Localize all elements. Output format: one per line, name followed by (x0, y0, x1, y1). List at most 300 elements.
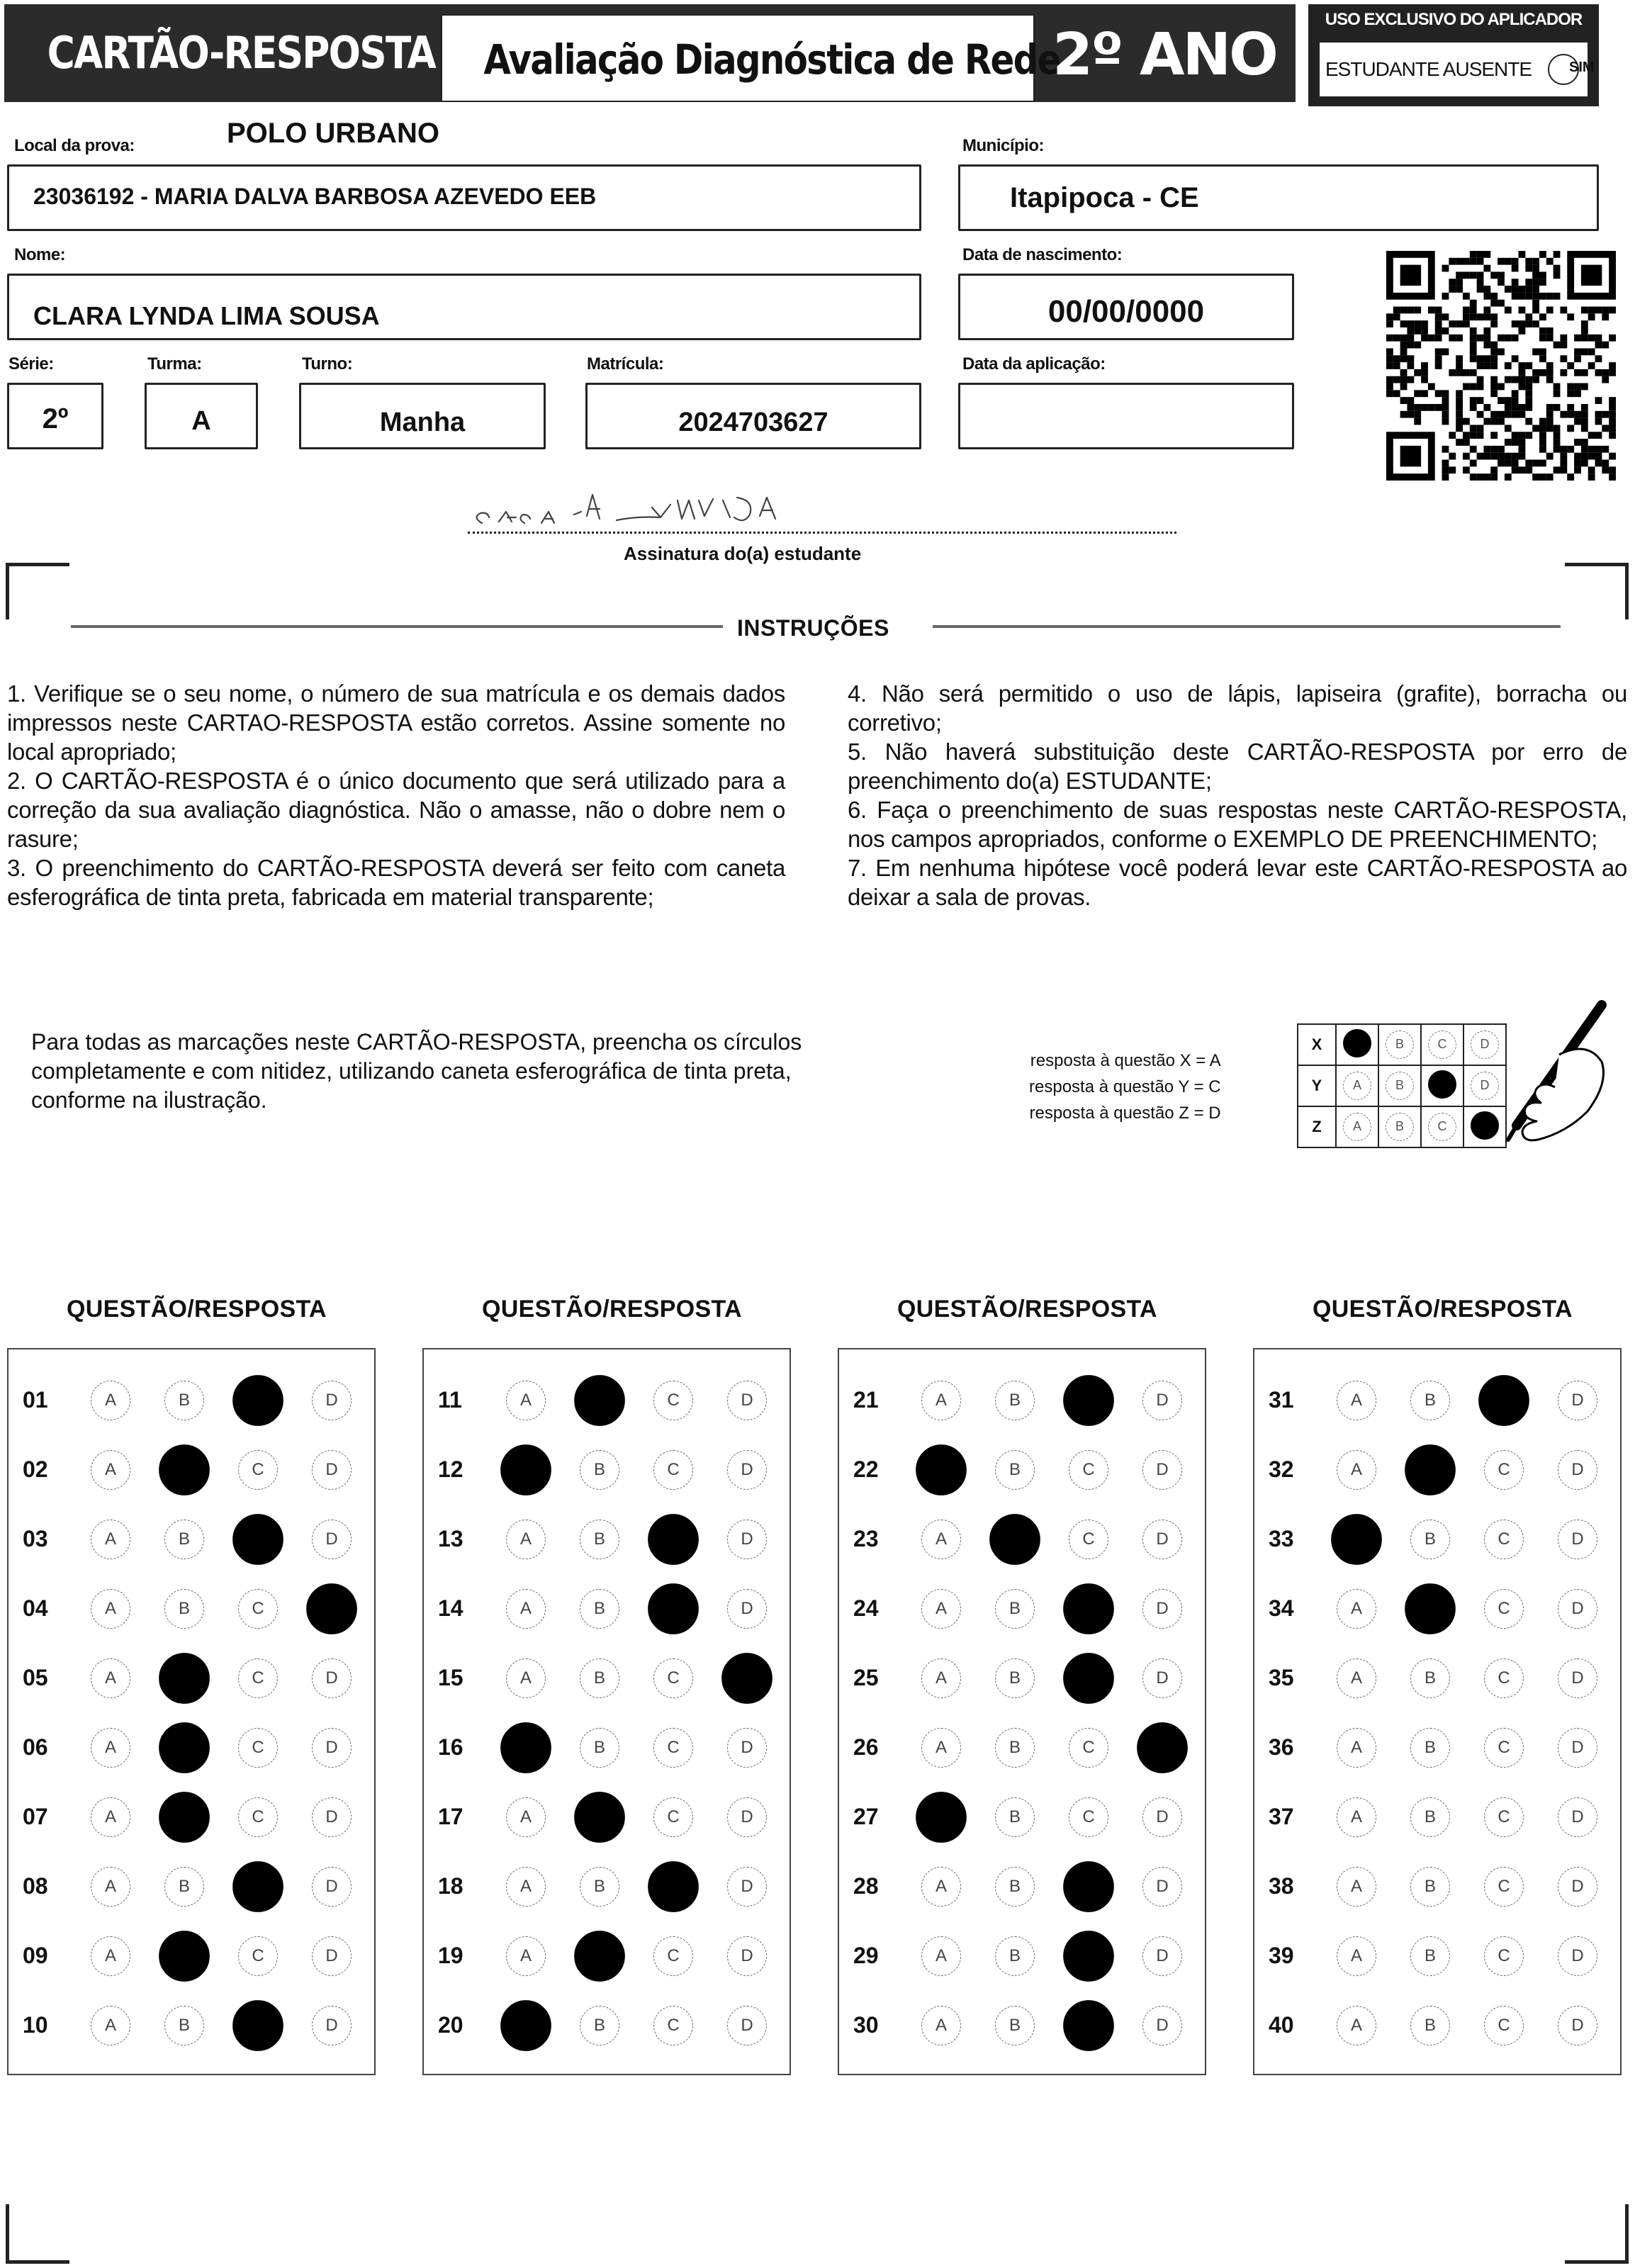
example-bubble-c (1428, 1070, 1456, 1099)
answer-bubble-c[interactable]: C (1484, 1936, 1524, 1976)
example-cell (1421, 1065, 1463, 1106)
answer-bubble-b[interactable]: B (159, 1722, 210, 1773)
answer-bubble-b[interactable]: B (164, 1520, 204, 1559)
answer-row (424, 1782, 790, 1851)
question-number: 16 (438, 1734, 463, 1760)
example-cell (1421, 1024, 1463, 1065)
answer-bubble-b[interactable]: B (159, 1792, 210, 1843)
answer-bubble-b[interactable]: B (1405, 1444, 1456, 1495)
school-value: 23036192 - MARIA DALVA BARBOSA AZEVEDO EEB (33, 184, 597, 209)
school-field (7, 164, 921, 231)
answer-bubble-c[interactable]: C (232, 2000, 283, 2051)
answer-bubble-d[interactable]: D (1558, 1867, 1597, 1907)
answer-bubble-a[interactable]: A (506, 1867, 546, 1907)
answer-bubble-a[interactable]: A (91, 1797, 130, 1837)
answer-bubble-d[interactable]: D (312, 1728, 352, 1768)
answer-row (1254, 1990, 1620, 2060)
answer-bubble-a[interactable]: A (506, 1936, 546, 1976)
answer-row (424, 1851, 790, 1921)
answer-bubble-a[interactable]: A (921, 1658, 961, 1698)
question-number: 37 (1269, 1804, 1294, 1829)
answer-row (9, 1504, 374, 1573)
answer-bubble-c[interactable]: C (1484, 1450, 1524, 1490)
card-title: CARTÃO-RESPOSTA (47, 27, 435, 79)
absent-sim-label: SIM (1569, 60, 1595, 75)
example-bubble-c: C (1428, 1113, 1456, 1141)
answer-bubble-a[interactable]: A (1337, 1589, 1376, 1629)
answer-bubble-c[interactable]: C (1063, 1931, 1114, 1982)
fill-instruction-note: Para todas as marcações neste CARTÃO-RESPOSTA, preencha os círculos completamente e com nitidez, utilizando caneta esferográfica de tinta preta, conforme na ilustração. (31, 1029, 802, 1113)
instruction-5: 5. Não haverá substituição deste CARTÃO-RESPOSTA por erro de preenchimento do(a) ESTUDANTE; (848, 739, 1627, 794)
answer-bubble-c[interactable]: C (1484, 2006, 1524, 2045)
answer-row (839, 1712, 1205, 1782)
answer-bubble-d[interactable]: D (727, 1797, 767, 1837)
answer-bubble-b[interactable]: B (164, 1867, 204, 1907)
question-number: 32 (1269, 1456, 1294, 1482)
qr-finder-top-left (1386, 251, 1435, 300)
answer-bubble-c[interactable]: C (1063, 2000, 1114, 2051)
answer-column-title: QUESTÃO/RESPOSTA (897, 1296, 1157, 1323)
answer-column-title: QUESTÃO/RESPOSTA (67, 1296, 327, 1323)
answer-row (424, 1643, 790, 1712)
answer-bubble-b[interactable]: B (574, 1792, 625, 1843)
answer-bubble-b[interactable]: B (995, 1589, 1035, 1629)
answer-bubble-a[interactable]: A (1337, 1797, 1376, 1837)
answer-bubble-d[interactable]: D (1558, 1520, 1597, 1559)
answer-column-title: QUESTÃO/RESPOSTA (1313, 1296, 1573, 1323)
answer-bubble-a[interactable]: A (500, 2000, 551, 2051)
answer-bubble-a[interactable]: A (921, 1589, 961, 1629)
answer-row (839, 1921, 1205, 1990)
answer-row (1254, 1921, 1620, 1990)
answer-bubble-d[interactable]: D (1142, 1381, 1182, 1420)
answer-bubble-d[interactable]: D (727, 1936, 767, 1976)
answer-bubble-a[interactable]: A (91, 1450, 130, 1490)
answer-bubble-d[interactable]: D (1558, 1797, 1597, 1837)
answer-bubble-d[interactable]: D (312, 1450, 352, 1490)
frame-corner-top-left (6, 563, 69, 619)
answer-row (9, 1990, 374, 2060)
question-number: 09 (23, 1943, 48, 1968)
qr-finder-top-right (1567, 251, 1616, 300)
instruction-7: 7. Em nenhuma hipótese você poderá levar este CARTÃO-RESPOSTA ao deixar a sala de provas. (848, 855, 1627, 910)
answer-row (1254, 1573, 1620, 1643)
answer-bubble-c[interactable]: C (1063, 1861, 1114, 1912)
answer-bubble-c[interactable]: C (653, 1728, 693, 1768)
answer-row (1254, 1435, 1620, 1504)
answer-bubble-c[interactable]: C (1069, 1728, 1108, 1768)
example-bubble-d: D (1471, 1031, 1499, 1059)
answer-bubble-a[interactable]: A (1337, 1658, 1376, 1698)
answer-bubble-b[interactable]: B (1410, 1797, 1450, 1837)
answer-bubble-d[interactable]: D (1142, 1520, 1182, 1559)
answer-bubble-b[interactable]: B (574, 1375, 625, 1426)
answer-bubble-b[interactable]: B (1410, 2006, 1450, 2045)
answer-row (424, 1990, 790, 2060)
question-number: 31 (1269, 1387, 1294, 1413)
question-number: 01 (23, 1387, 48, 1413)
answer-bubble-d[interactable]: D (1558, 1658, 1597, 1698)
answer-column (7, 1348, 376, 2075)
answer-bubble-d[interactable]: D (727, 1867, 767, 1907)
example-bubble-c: C (1428, 1031, 1456, 1059)
answer-bubble-b[interactable]: B (995, 1867, 1035, 1907)
answer-bubble-c[interactable]: C (232, 1375, 283, 1426)
answer-row (9, 1782, 374, 1851)
answer-bubble-c[interactable]: C (1069, 1520, 1108, 1559)
instruction-4: 4. Não será permitido o uso de lápis, lapiseira (grafite), borracha ou corretivo; (848, 680, 1627, 736)
answer-bubble-d[interactable]: D (1142, 1589, 1182, 1629)
answer-bubble-a[interactable]: A (91, 2006, 130, 2045)
question-number: 33 (1269, 1526, 1294, 1551)
frame-corner-bottom-left (6, 2204, 69, 2264)
example-cell (1378, 1065, 1421, 1106)
answer-bubble-c[interactable]: C (1484, 1658, 1524, 1698)
answer-row (1254, 1643, 1620, 1712)
question-number: 24 (853, 1595, 879, 1621)
example-bubble-d: D (1471, 1072, 1499, 1100)
example-bubble-b: B (1386, 1072, 1414, 1100)
answer-bubble-d[interactable]: D (1558, 1589, 1597, 1629)
answer-bubble-a[interactable]: A (506, 1520, 546, 1559)
answer-bubble-c[interactable]: C (648, 1514, 699, 1565)
answer-bubble-a[interactable]: A (1337, 1728, 1376, 1768)
question-number: 06 (23, 1734, 48, 1760)
answer-bubble-c[interactable]: C (653, 2006, 693, 2045)
answer-row (839, 1365, 1205, 1435)
answer-bubble-c[interactable]: C (1484, 1797, 1524, 1837)
question-number: 34 (1269, 1595, 1294, 1621)
answer-bubble-a[interactable]: A (91, 1936, 130, 1976)
answer-row (424, 1504, 790, 1573)
answer-row (424, 1573, 790, 1643)
answer-bubble-d[interactable]: D (312, 1867, 352, 1907)
instructions-left-column (7, 679, 785, 911)
answer-row (839, 1990, 1205, 2060)
instruction-2: 2. O CARTÃO-RESPOSTA é o único documento que será utilizado para a correção da sua avaliação diagnóstica. Não o amasse, não o dobre nem o rasure; (7, 768, 785, 852)
answer-bubble-a[interactable]: A (1337, 1936, 1376, 1976)
evaluation-title: Avaliação Diagnóstica de Rede (483, 35, 1060, 84)
nascimento-field (958, 274, 1294, 340)
question-number: 28 (853, 1873, 879, 1899)
pen-hand-icon (1474, 998, 1616, 1161)
answer-bubble-a[interactable]: A (91, 1520, 130, 1559)
answer-bubble-a[interactable]: A (921, 1520, 961, 1559)
answer-bubble-c[interactable]: C (653, 1450, 693, 1490)
question-number: 15 (438, 1665, 463, 1690)
answer-bubble-d[interactable]: D (727, 1450, 767, 1490)
answer-bubble-d[interactable]: D (1558, 1936, 1597, 1976)
example-line-z: resposta à questão Z = D (1029, 1104, 1221, 1123)
question-number: 07 (23, 1804, 48, 1829)
local-value: POLO URBANO (227, 118, 439, 149)
question-number: 08 (23, 1873, 48, 1899)
answer-bubble-c[interactable]: C (1478, 1375, 1529, 1426)
answer-bubble-a[interactable]: A (91, 1728, 130, 1768)
answer-row (839, 1643, 1205, 1712)
answer-bubble-c[interactable]: C (1484, 1520, 1524, 1559)
answer-bubble-a[interactable]: A (91, 1867, 130, 1907)
example-line-x: resposta à questão X = A (1030, 1051, 1221, 1070)
answer-row (839, 1435, 1205, 1504)
answer-bubble-c[interactable]: C (232, 1514, 283, 1565)
answer-bubble-b[interactable]: B (159, 1444, 210, 1495)
evaluation-title-box (441, 14, 1060, 102)
answer-bubble-d[interactable]: D (1142, 1797, 1182, 1837)
nome-label: Nome: (14, 245, 66, 264)
answer-bubble-a[interactable]: A (921, 1867, 961, 1907)
answer-bubble-b[interactable]: B (580, 1589, 619, 1629)
example-bubble-a (1343, 1029, 1371, 1057)
answer-bubble-c[interactable]: C (653, 1797, 693, 1837)
answer-bubble-a[interactable]: A (921, 1728, 961, 1768)
turno-value: Manha (379, 408, 466, 437)
answer-row (839, 1851, 1205, 1921)
answer-bubble-b[interactable]: B (580, 1450, 619, 1490)
question-number: 25 (853, 1665, 879, 1690)
answer-bubble-b[interactable]: B (580, 1728, 619, 1768)
answer-bubble-d[interactable]: D (1142, 1867, 1182, 1907)
answer-bubble-a[interactable]: A (916, 1792, 967, 1843)
answer-bubble-c[interactable]: C (653, 1381, 693, 1420)
answer-bubble-d[interactable]: D (727, 1728, 767, 1768)
nascimento-value: 00/00/0000 (1047, 294, 1205, 329)
nascimento-label: Data de nascimento: (962, 245, 1123, 264)
applicator-title: USO EXCLUSIVO DO APLICADOR (1325, 10, 1583, 29)
answer-bubble-d[interactable]: D (727, 2006, 767, 2045)
answer-bubble-c[interactable]: C (238, 1936, 278, 1976)
question-number: 12 (438, 1456, 463, 1482)
answer-bubble-b[interactable]: B (995, 1797, 1035, 1837)
instructions-title: INSTRUÇÕES (737, 615, 889, 641)
answer-row (9, 1435, 374, 1504)
municipio-label: Município: (962, 136, 1044, 155)
question-number: 11 (438, 1387, 462, 1413)
answer-column (422, 1348, 791, 2075)
question-number: 17 (438, 1804, 463, 1829)
qr-code (1386, 251, 1616, 481)
answer-bubble-b[interactable]: B (995, 1450, 1035, 1490)
serie-field (7, 383, 103, 449)
question-number: 26 (853, 1734, 879, 1760)
answer-bubble-a[interactable]: A (506, 1658, 546, 1698)
header-banner (4, 4, 1296, 102)
answer-bubble-b[interactable]: B (989, 1514, 1040, 1565)
question-number: 03 (23, 1526, 48, 1551)
serie-value: 2º (42, 403, 69, 434)
answer-bubble-c[interactable]: C (238, 1450, 278, 1490)
answer-bubble-a[interactable]: A (1337, 1867, 1376, 1907)
answer-bubble-d[interactable]: D (727, 1589, 767, 1629)
answer-bubble-d[interactable]: D (1142, 1450, 1182, 1490)
answer-bubble-d[interactable]: D (1142, 1936, 1182, 1976)
answer-bubble-a[interactable]: A (916, 1444, 967, 1495)
answer-bubble-c[interactable]: C (232, 1861, 283, 1912)
grade-label: 2º ANO (1052, 21, 1276, 89)
answer-bubble-c[interactable]: C (238, 1658, 278, 1698)
answer-row (839, 1573, 1205, 1643)
question-number: 29 (853, 1943, 879, 1968)
answer-bubble-d[interactable]: D (1142, 2006, 1182, 2045)
example-bubble-a: A (1343, 1113, 1371, 1141)
answer-bubble-a[interactable]: A (1331, 1514, 1382, 1565)
answer-bubble-b[interactable]: B (159, 1931, 210, 1982)
answer-bubble-c[interactable]: C (653, 1658, 693, 1698)
example-cell (1421, 1106, 1463, 1147)
aplicacao-field[interactable] (958, 383, 1294, 449)
question-number: 04 (23, 1595, 48, 1621)
answer-bubble-b[interactable]: B (159, 1653, 210, 1704)
answer-bubble-d[interactable]: D (312, 2006, 352, 2045)
answer-bubble-d[interactable]: D (721, 1653, 772, 1704)
example-line-y: resposta à questão Y = C (1029, 1077, 1221, 1096)
turno-field (299, 383, 546, 449)
answer-bubble-b[interactable]: B (995, 1936, 1035, 1976)
question-number: 38 (1269, 1873, 1294, 1899)
answer-bubble-d[interactable]: D (306, 1583, 357, 1634)
example-cell (1336, 1065, 1378, 1106)
answer-bubble-c[interactable]: C (1484, 1867, 1524, 1907)
answer-row (9, 1921, 374, 1990)
example-row-label: X (1298, 1024, 1336, 1065)
answer-bubble-d[interactable]: D (1142, 1658, 1182, 1698)
frame-corner-top-right (1565, 563, 1629, 619)
instruction-6: 6. Faça o preenchimento de suas respostas neste CARTÃO-RESPOSTA, nos campos apropriados, conforme o EXEMPLO DE PREENCHIMENTO; (848, 797, 1627, 852)
example-cell (1336, 1024, 1378, 1065)
answer-bubble-d[interactable]: D (312, 1797, 352, 1837)
answer-bubble-b[interactable]: B (995, 1658, 1035, 1698)
answer-bubble-c[interactable]: C (1063, 1375, 1114, 1426)
answer-bubble-c[interactable]: C (238, 1589, 278, 1629)
answer-bubble-b[interactable]: B (1405, 1583, 1456, 1634)
answer-row (1254, 1782, 1620, 1851)
answer-bubble-c[interactable]: C (1484, 1728, 1524, 1768)
answer-bubble-d[interactable]: D (312, 1658, 352, 1698)
answer-row (839, 1782, 1205, 1851)
answer-bubble-b[interactable]: B (574, 1931, 625, 1982)
answer-bubble-a[interactable]: A (1337, 1381, 1376, 1420)
answer-bubble-a[interactable]: A (91, 1658, 130, 1698)
applicator-box (1308, 4, 1599, 106)
answer-row (9, 1573, 374, 1643)
answer-bubble-c[interactable]: C (1069, 1450, 1108, 1490)
answer-bubble-d[interactable]: D (1558, 1450, 1597, 1490)
answer-bubble-a[interactable]: A (1337, 2006, 1376, 2045)
question-number: 30 (853, 2012, 879, 2038)
answer-bubble-d[interactable]: D (312, 1381, 352, 1420)
answer-row (424, 1435, 790, 1504)
answer-bubble-a[interactable]: A (1337, 1450, 1376, 1490)
answer-bubble-b[interactable]: B (995, 1728, 1035, 1768)
answer-bubble-d[interactable]: D (1137, 1722, 1188, 1773)
answer-bubble-a[interactable]: A (500, 1722, 551, 1773)
answer-bubble-c[interactable]: C (653, 1936, 693, 1976)
answer-column (838, 1348, 1206, 2075)
answer-bubble-d[interactable]: D (727, 1520, 767, 1559)
answer-bubble-a[interactable]: A (91, 1589, 130, 1629)
answer-bubble-b[interactable]: B (164, 2006, 204, 2045)
question-number: 19 (438, 1943, 463, 1968)
question-number: 20 (438, 2012, 463, 2038)
answer-bubble-c[interactable]: C (238, 1728, 278, 1768)
answer-bubble-c[interactable]: C (238, 1797, 278, 1837)
instructions-rule-right (933, 625, 1561, 628)
example-row-label: Z (1298, 1106, 1336, 1147)
answer-bubble-b[interactable]: B (164, 1589, 204, 1629)
answer-bubble-b[interactable]: B (580, 1867, 619, 1907)
absent-label: ESTUDANTE AUSENTE (1325, 58, 1532, 80)
matricula-field (585, 383, 921, 449)
answer-bubble-b[interactable]: B (1410, 1381, 1450, 1420)
answer-bubble-c[interactable]: C (1063, 1583, 1114, 1634)
answer-bubble-a[interactable]: A (506, 1381, 546, 1420)
answer-row (839, 1504, 1205, 1573)
answer-bubble-b[interactable]: B (1410, 1520, 1450, 1559)
answer-bubble-b[interactable]: B (995, 1381, 1035, 1420)
answer-bubble-a[interactable]: A (506, 1589, 546, 1629)
answer-bubble-b[interactable]: B (995, 2006, 1035, 2045)
answer-bubble-d[interactable]: D (312, 1936, 352, 1976)
answer-bubble-b[interactable]: B (580, 1658, 619, 1698)
local-label: Local da prova: (14, 136, 135, 155)
answer-bubble-a[interactable]: A (500, 1444, 551, 1495)
aplicacao-label: Data da aplicação: (962, 354, 1106, 374)
answer-bubble-c[interactable]: C (1069, 1797, 1108, 1837)
answer-bubble-a[interactable]: A (921, 2006, 961, 2045)
answer-bubble-c[interactable]: C (648, 1861, 699, 1912)
answer-row (9, 1643, 374, 1712)
answer-bubble-d[interactable]: D (727, 1381, 767, 1420)
answer-bubble-b[interactable]: B (164, 1381, 204, 1420)
answer-bubble-a[interactable]: A (921, 1381, 961, 1420)
answer-bubble-a[interactable]: A (921, 1936, 961, 1976)
answer-bubble-b[interactable]: B (1410, 1936, 1450, 1976)
answer-bubble-d[interactable]: D (312, 1520, 352, 1559)
nome-field (7, 274, 921, 340)
example-bubble-b: B (1386, 1031, 1414, 1059)
answer-bubble-b[interactable]: B (1410, 1658, 1450, 1698)
answer-row (9, 1712, 374, 1782)
instruction-1: 1. Verifique se o seu nome, o número de sua matrícula e os demais dados impressos neste CARTAO-RESPOSTA estão corretos. Assine somente no local apropriado; (7, 680, 785, 765)
instructions-rule-left (71, 625, 723, 628)
answer-row (1254, 1365, 1620, 1435)
answer-bubble-c[interactable]: C (1484, 1589, 1524, 1629)
answer-bubble-b[interactable]: B (1410, 1867, 1450, 1907)
answer-column-title: QUESTÃO/RESPOSTA (482, 1296, 742, 1323)
question-number: 36 (1269, 1734, 1294, 1760)
answer-bubble-d[interactable]: D (1558, 1728, 1597, 1768)
answer-bubble-b[interactable]: B (580, 1520, 619, 1559)
turma-field (145, 383, 258, 449)
answer-bubble-c[interactable]: C (648, 1583, 699, 1634)
answer-bubble-b[interactable]: B (1410, 1728, 1450, 1768)
question-number: 23 (853, 1526, 879, 1551)
answer-bubble-a[interactable]: A (91, 1381, 130, 1420)
question-number: 40 (1269, 2012, 1294, 2038)
answer-row (9, 1851, 374, 1921)
answer-bubble-d[interactable]: D (1558, 1381, 1597, 1420)
answer-bubble-d[interactable]: D (1558, 2006, 1597, 2045)
answer-bubble-b[interactable]: B (580, 2006, 619, 2045)
example-row-label: Y (1298, 1065, 1336, 1106)
example-bubble-a: A (1343, 1072, 1371, 1100)
example-cell (1336, 1106, 1378, 1147)
answer-bubble-a[interactable]: A (506, 1797, 546, 1837)
example-cell (1378, 1106, 1421, 1147)
question-number: 10 (23, 2012, 48, 2038)
turno-label: Turno: (302, 354, 353, 374)
answer-bubble-c[interactable]: C (1063, 1653, 1114, 1704)
